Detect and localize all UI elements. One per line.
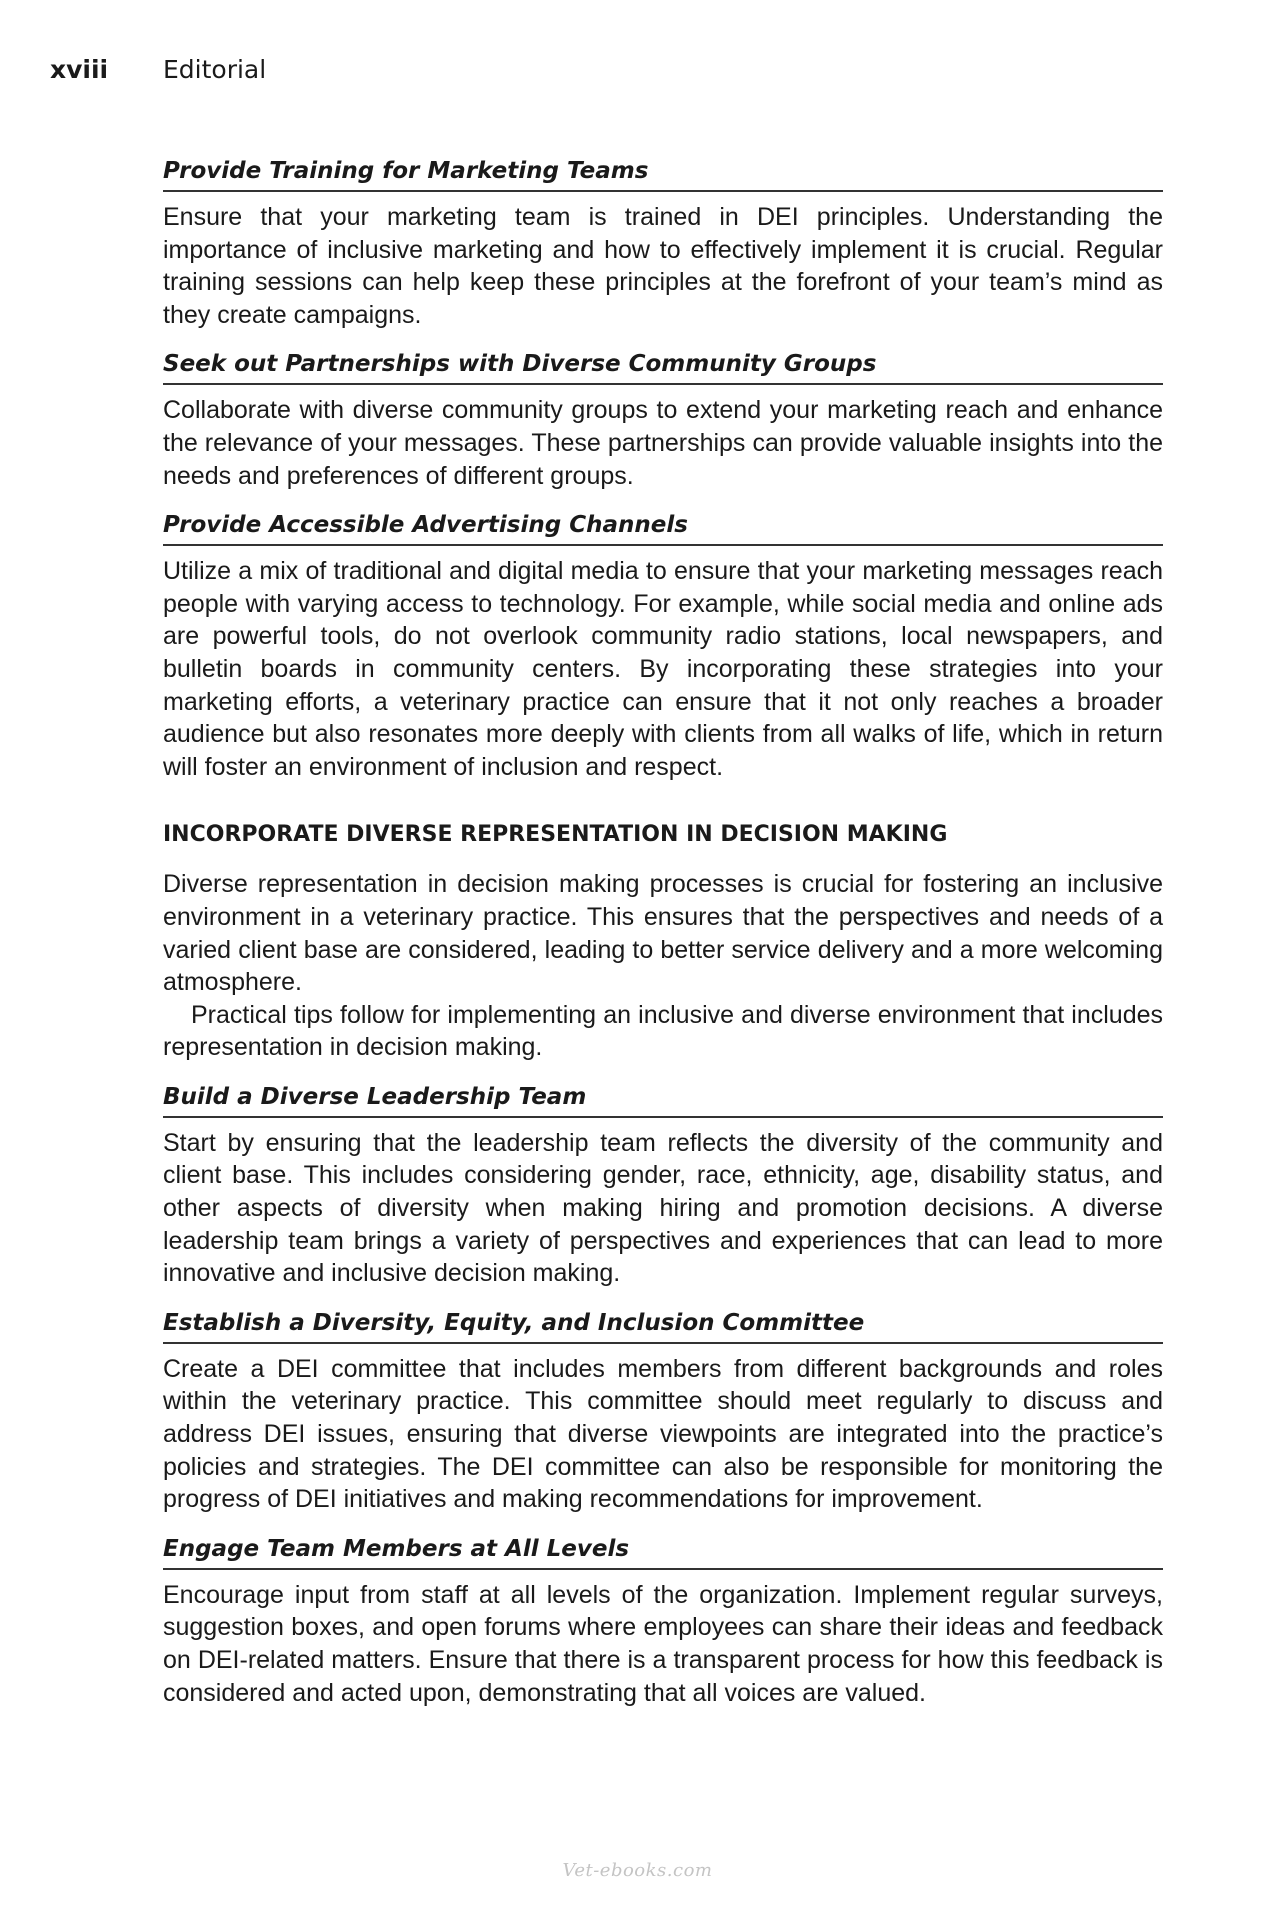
- page-number: xviii: [50, 55, 109, 84]
- page-content: [163, 154, 1163, 1725]
- section-leadership-team: [163, 1080, 1163, 1290]
- subheading: Provide Accessible Advertising Channels: [163, 508, 1163, 546]
- subheading: Establish a Diversity, Equity, and Inclusion Committee: [163, 1306, 1163, 1344]
- paragraph: Utilize a mix of traditional and digital media to ensure that your marketing messages reach people with varying access to technology. For example, while social media and online ads are powerful tools, do not overlook community radio stations, local newspapers, and bulletin boards in community centers. By incorporating these strategies into your marketing efforts, a veterinary practice can ensure that it not only reaches a broader audience but also resonates more deeply with clients from all walks of life, which in return will foster an environment of inclusion and respect.: [163, 557, 1163, 781]
- page-header: [50, 50, 1150, 90]
- section-dei-committee: [163, 1306, 1163, 1516]
- paragraph: Create a DEI committee that includes members from different backgrounds and roles within the veterinary practice. This committee should meet regularly to discuss and address DEI issues, ensuring that diverse viewpoints are integrated into the practice’s policies and strategies. The DEI committee can also be responsible for monitoring the progress of DEI initiatives and making recommendations for improvement.: [163, 1354, 1163, 1514]
- paragraph: Ensure that your marketing team is trained in DEI principles. Understanding the importance of inclusive marketing and how to effectively implement it is crucial. Regular training sessions can help keep these principles at the forefront of your team’s mind as they create campaigns.: [163, 203, 1163, 329]
- section-heading: INCORPORATE DIVERSE REPRESENTATION IN DECISION MAKING: [163, 822, 948, 848]
- running-head: Editorial: [163, 55, 267, 84]
- section-accessible-advertising: [163, 508, 1163, 783]
- paragraph: Collaborate with diverse community groups to extend your marketing reach and enhance the relevance of your messages. These partnerships can provide valuable insights into the needs and preferences of different groups.: [163, 396, 1163, 490]
- paragraph-indented: Practical tips follow for implementing an inclusive and diverse environment that includes representation in decision making.: [163, 1000, 1163, 1062]
- section-diverse-representation: [163, 819, 1163, 1064]
- section-engage-team: [163, 1532, 1163, 1709]
- watermark-logo: Vet-ebooks.com: [562, 1860, 713, 1881]
- paragraph: Diverse representation in decision making processes is crucial for fostering an inclusive environment in a veterinary practice. This ensures that the perspectives and needs of a varied client base are considered, leading to better service delivery and a more welcoming atmosphere.: [163, 870, 1163, 997]
- paragraph: Start by ensuring that the leadership team reflects the diversity of the community and client base. This includes considering gender, race, ethnicity, age, disability status, and other aspects of diversity when making hiring and promotion decisions. A diverse leadership team brings a variety of perspectives and experiences that can lead to more innovative and inclusive decision making.: [163, 1128, 1163, 1288]
- subheading: Seek out Partnerships with Diverse Community Groups: [163, 347, 1163, 385]
- paragraph: Encourage input from staff at all levels of the organization. Implement regular surveys, suggestion boxes, and open forums where employees can share their ideas and feedback on DEI-related matters. Ensure that there is a transparent process for how this feedback is considered and acted upon, demonstrating that all voices are valued.: [163, 1580, 1163, 1707]
- subheading: Build a Diverse Leadership Team: [163, 1080, 1163, 1118]
- subheading: Provide Training for Marketing Teams: [163, 154, 1163, 192]
- section-marketing-training: [163, 154, 1163, 331]
- subheading: Engage Team Members at All Levels: [163, 1532, 1163, 1570]
- section-community-partnerships: [163, 347, 1163, 492]
